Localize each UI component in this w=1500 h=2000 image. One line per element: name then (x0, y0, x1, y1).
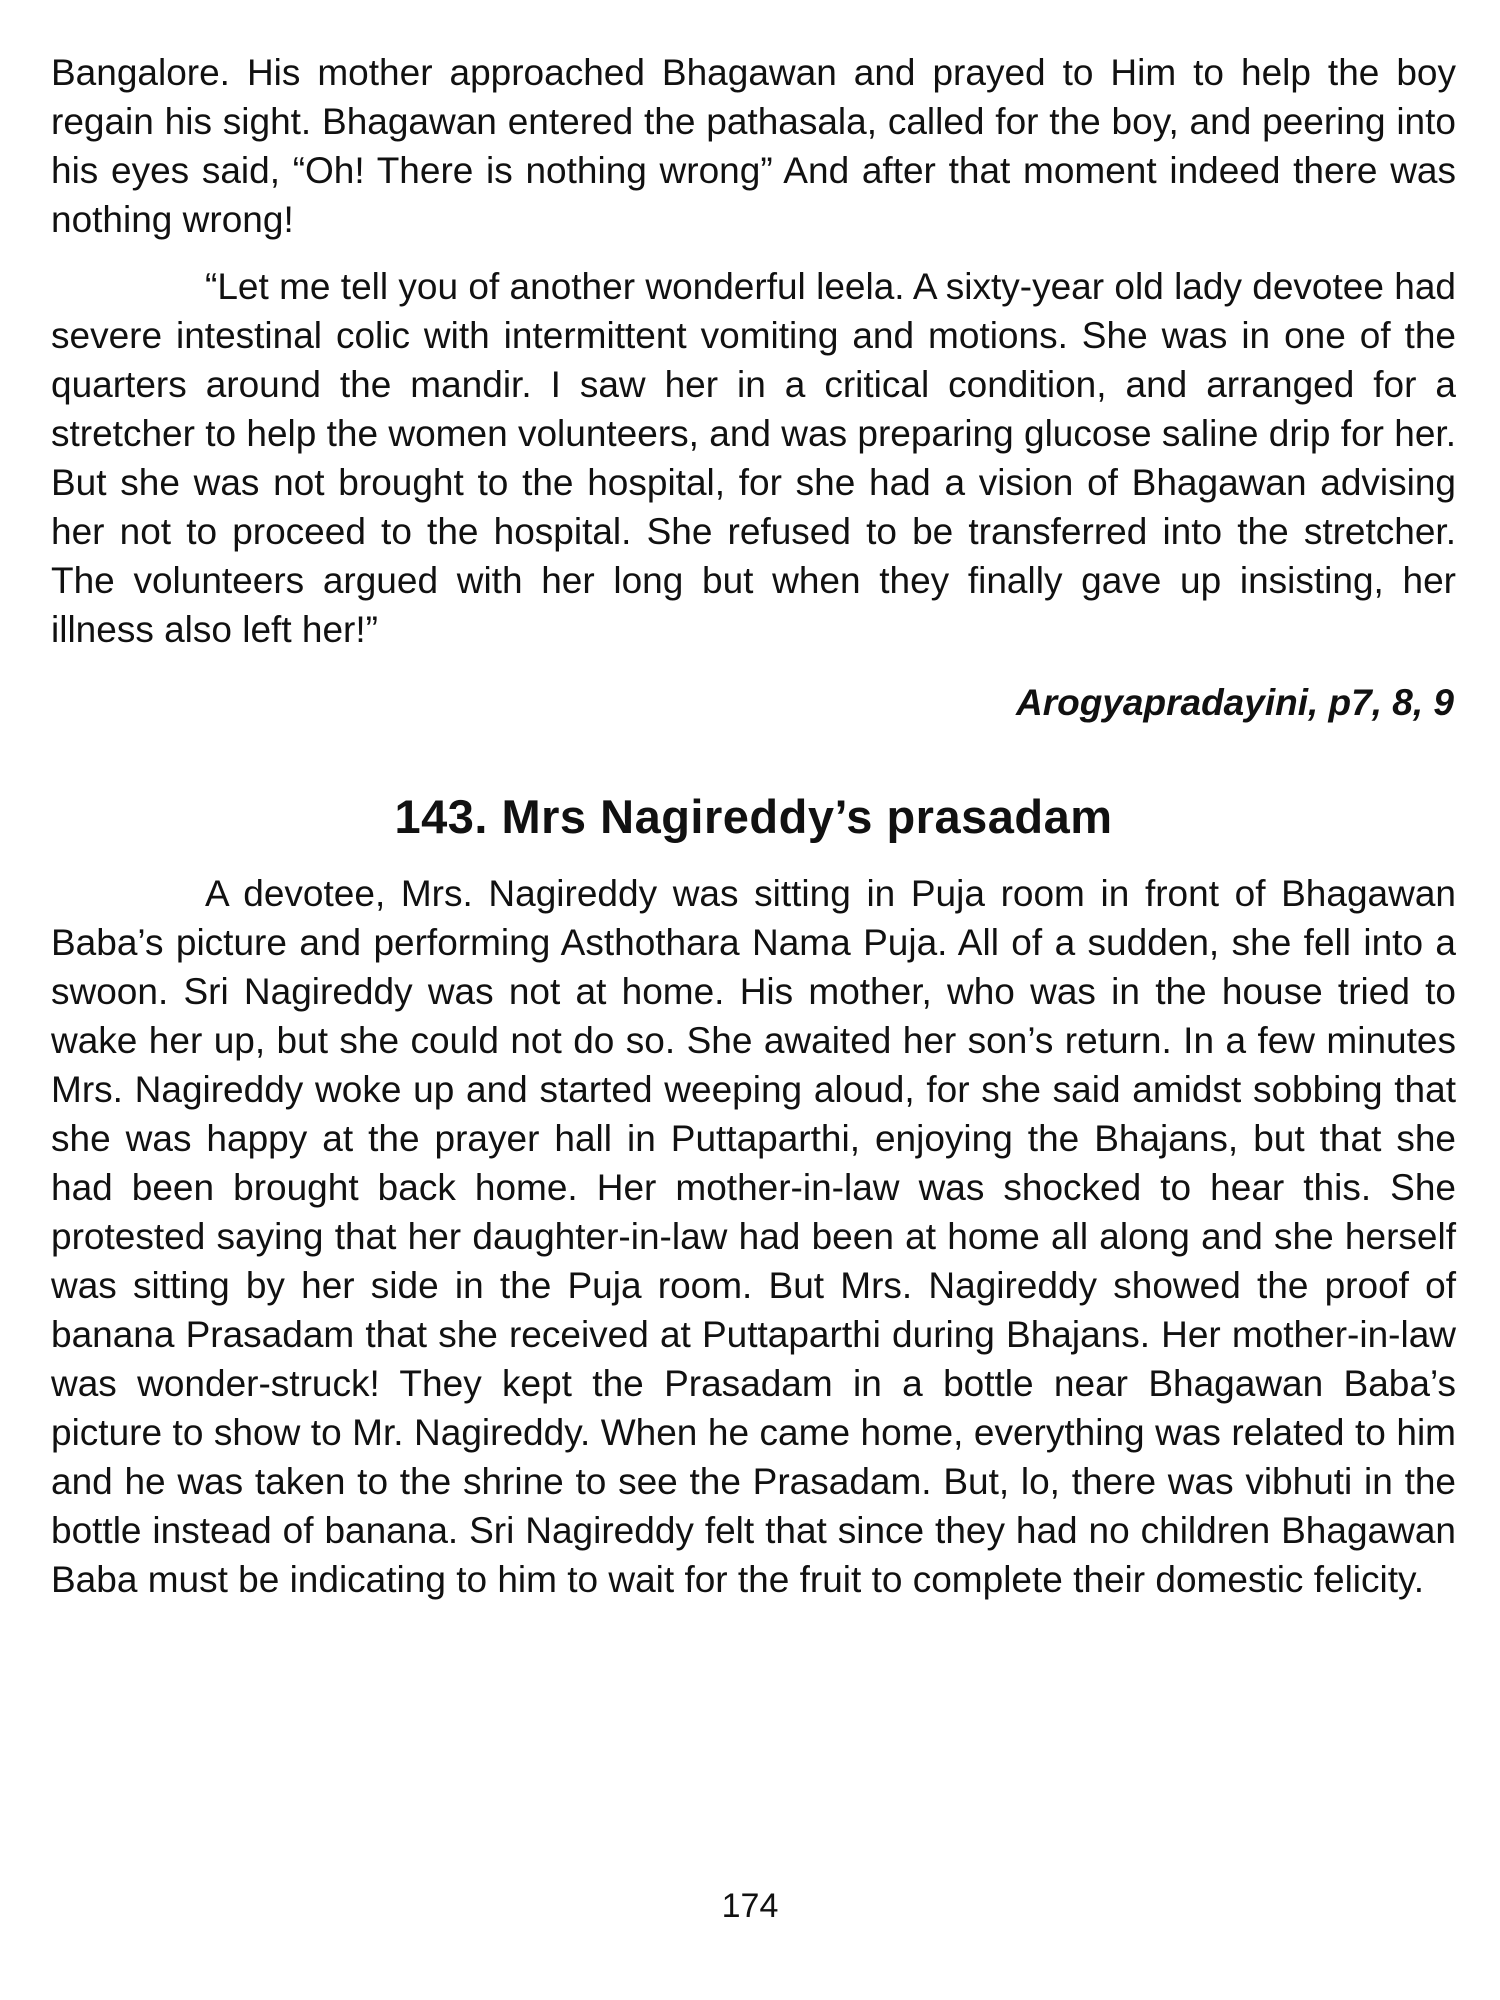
paragraph-continuation: Bangalore. His mother approached Bhagawan and prayed to Him to help the boy regain his sight. Bhagawan entered the pathasala, called for the boy, and peering into his eyes said, “Oh! There is nothing wrong” And after that moment indeed there was nothing wrong! (51, 52, 1456, 240)
page-content (51, 48, 1456, 1604)
paragraph-leela-story: “Let me tell you of another wonderful leela. A sixty-year old lady devotee had severe intestinal colic with intermittent vomiting and motions. She was in one of the quarters around the mandir. I saw her in a critical condition, and arranged for a stretcher to help the women volunteers, and was preparing glucose saline drip for her. But she was not brought to the hospital, for she had a vision of Bhagawan advising her not to proceed to the hospital. She refused to be transferred into the stretcher. The volunteers argued with her long but when they finally gave up insisting, her illness also left her!” (51, 266, 1456, 650)
section-body-paragraph: A devotee, Mrs. Nagireddy was sitting in Puja room in front of Bhagawan Baba’s picture and performing Asthothara Nama Puja. All of a sudden, she fell into a swoon. Sri Nagireddy was not at home. His mother, who was in the house tried to wake her up, but she could not do so. She awaited her son’s return. In a few minutes Mrs. Nagireddy woke up and started weeping aloud, for she said amidst sobbing that she was happy at the prayer hall in Puttaparthi, enjoying the Bhajans, but that she had been brought back home. Her mother-in-law was shocked to hear this. She protested saying that her daughter-in-law had been at home all along and she herself was sitting by her side in the Puja room. But Mrs. Nagireddy showed the proof of banana Prasadam that she received at Puttaparthi during Bhajans. Her mother-in-law was wonder-struck! They kept the Prasadam in a bottle near Bhagawan Baba’s picture to show to Mr. Nagireddy. When he came home, everything was related to him and he was taken to the shrine to see the Prasadam. But, lo, there was vibhuti in the bottle instead of banana. Sri Nagireddy felt that since they had no children Bhagawan Baba must be indicating to him to wait for the fruit to complete their domestic felicity. (51, 873, 1456, 1600)
citation: Arogyapradayini, p7, 8, 9 (1016, 682, 1454, 723)
page-number: 174 (721, 1887, 779, 1925)
section-title: 143. Mrs Nagireddy’s prasadam (394, 790, 1113, 843)
